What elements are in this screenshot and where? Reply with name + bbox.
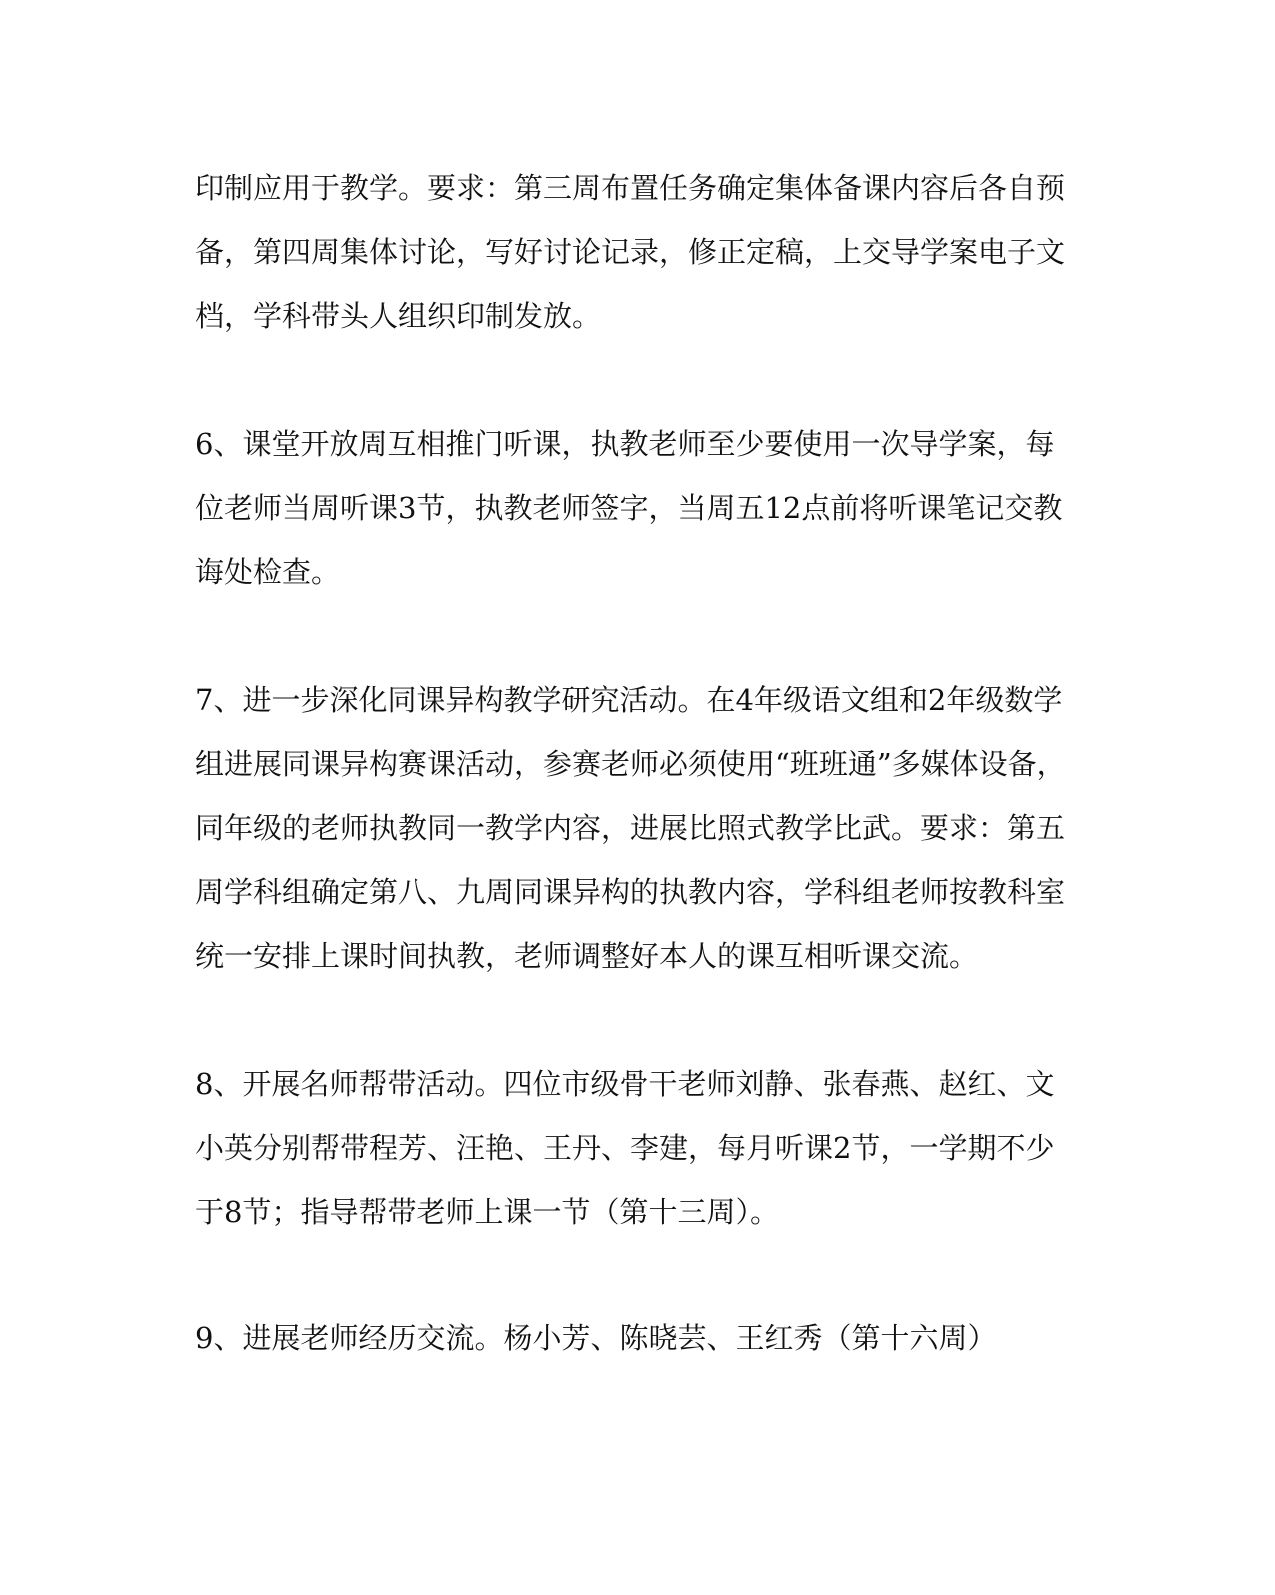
- text-line: 6、课堂开放周互相推门听课，执教老师至少要使用一次导学案，每: [195, 427, 1055, 461]
- text-line: 9、进展老师经历交流。杨小芳、陈晓芸、王红秀（第十六周）: [195, 1321, 997, 1355]
- text-line: 档，学科带头人组织印制发放。: [195, 299, 602, 333]
- paragraph-item-7: [195, 668, 1065, 988]
- text-line: 8、开展名师帮带活动。四位市级骨干老师刘静、张春燕、赵红、文: [195, 1067, 1055, 1101]
- text-line: 统一安排上课时间执教，老师调整好本人的课互相听课交流。: [195, 939, 979, 973]
- text-line: 周学科组确定第八、九周同课异构的执教内容，学科组老师按教科室: [195, 875, 1066, 909]
- text-line: 组进展同课异构赛课活动，参赛老师必须使用“班班通”多媒体设备，: [195, 747, 1066, 781]
- text-line: 印制应用于教学。要求：第三周布置任务确定集体备课内容后各自预: [195, 171, 1066, 205]
- text-line: 于8节；指导帮带老师上课一节（第十三周）。: [195, 1195, 779, 1229]
- paragraph-item-6: [195, 412, 1065, 604]
- text-line: 位老师当周听课3节，执教老师签字，当周五12点前将听课笔记交教: [195, 491, 1063, 525]
- paragraph-item-8: [195, 1052, 1065, 1244]
- text-line: 诲处检查。: [195, 555, 341, 589]
- text-line: 备，第四周集体讨论，写好讨论记录，修正定稿，上交导学案电子文: [195, 235, 1066, 269]
- paragraph-task-assignment: [195, 156, 1065, 348]
- paragraph-item-9: [195, 1306, 1065, 1370]
- text-line: 同年级的老师执教同一教学内容，进展比照式教学比武。要求：第五: [195, 811, 1066, 845]
- text-line: 小英分别帮带程芳、汪艳、王丹、李建，每月听课2节，一学期不少: [195, 1131, 1055, 1165]
- text-line: 7、进一步深化同课异构教学研究活动。在4年级语文组和2年级数学: [195, 683, 1063, 717]
